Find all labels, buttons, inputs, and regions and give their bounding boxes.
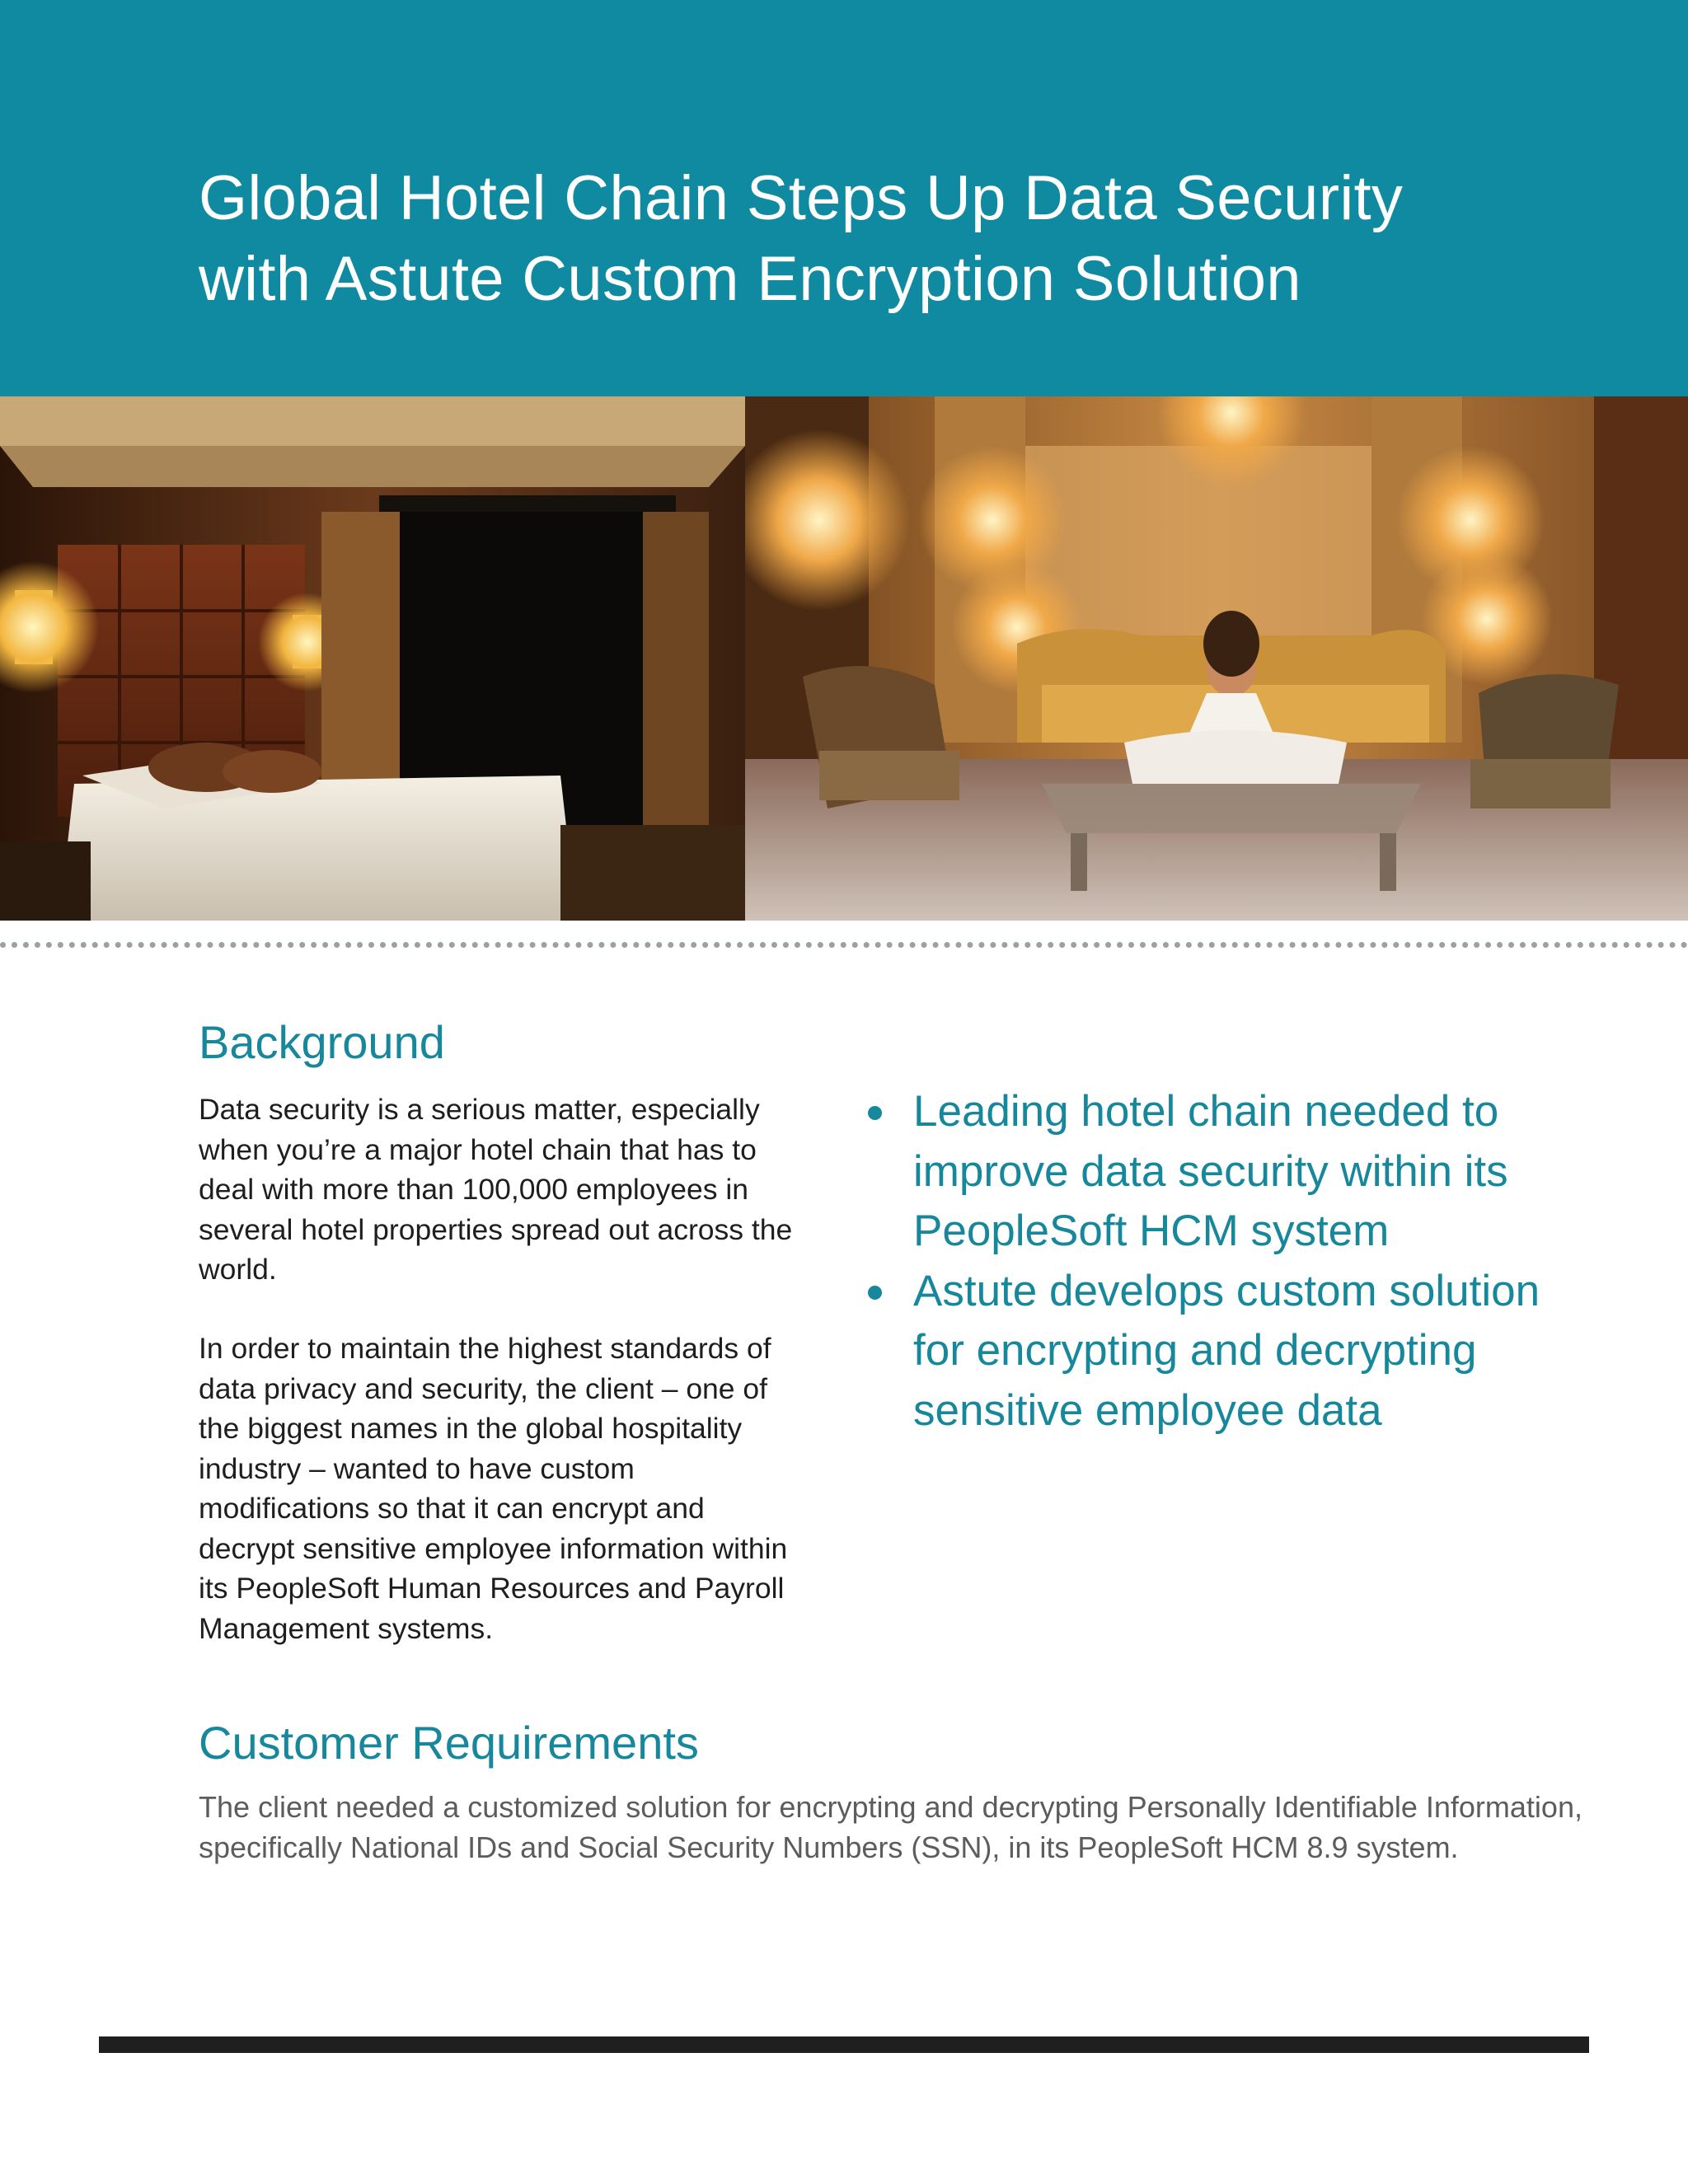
highlight-item: [865, 1082, 1541, 1262]
background-heading: Background: [199, 1016, 445, 1068]
customer-requirements-text: The client needed a customized solution for encrypting and decrypting Personally Identifiable Information, specifically National IDs and Social Security Numbers (SSN), in its PeopleSoft HCM 8.9 system.: [199, 1790, 1582, 1864]
bullet-icon: [868, 1286, 882, 1300]
highlight-text: Leading hotel chain needed to improve data security within its PeopleSoft HCM system: [913, 1087, 1508, 1255]
page-title: [199, 158, 1559, 320]
dotted-divider: [0, 942, 1688, 948]
background-paragraph-1: Data security is a serious matter, especially when you’re a major hotel chain that has to deal with more than 100,000 employees in several hotel properties spread out across the world.: [199, 1093, 793, 1286]
highlight-text: Astute develops custom solution for encrypting and decrypting sensitive employee data: [913, 1266, 1540, 1435]
highlights-list: [865, 1082, 1541, 1441]
background-paragraph-2: In order to maintain the highest standards of data privacy and security, the client – one of the biggest names in the global hospitality industry – wanted to have custom modifications so that it can encrypt and decrypt sensitive employee information within its PeopleSoft Human Resources and Payroll Management systems.: [199, 1332, 788, 1645]
bullet-icon: [868, 1106, 882, 1120]
title-line-2: with Astute Custom Encryption Solution: [199, 244, 1301, 314]
hero-photos: [0, 396, 1688, 921]
hotel-bedroom-photo: [0, 396, 745, 921]
customer-requirements-heading: Customer Requirements: [199, 1717, 699, 1769]
hotel-lounge-photo: [745, 396, 1688, 921]
title-line-1: Global Hotel Chain Steps Up Data Security: [199, 163, 1404, 233]
highlight-item: [865, 1262, 1541, 1441]
header-banner: [0, 0, 1688, 396]
footer-bar: [99, 2036, 1589, 2053]
